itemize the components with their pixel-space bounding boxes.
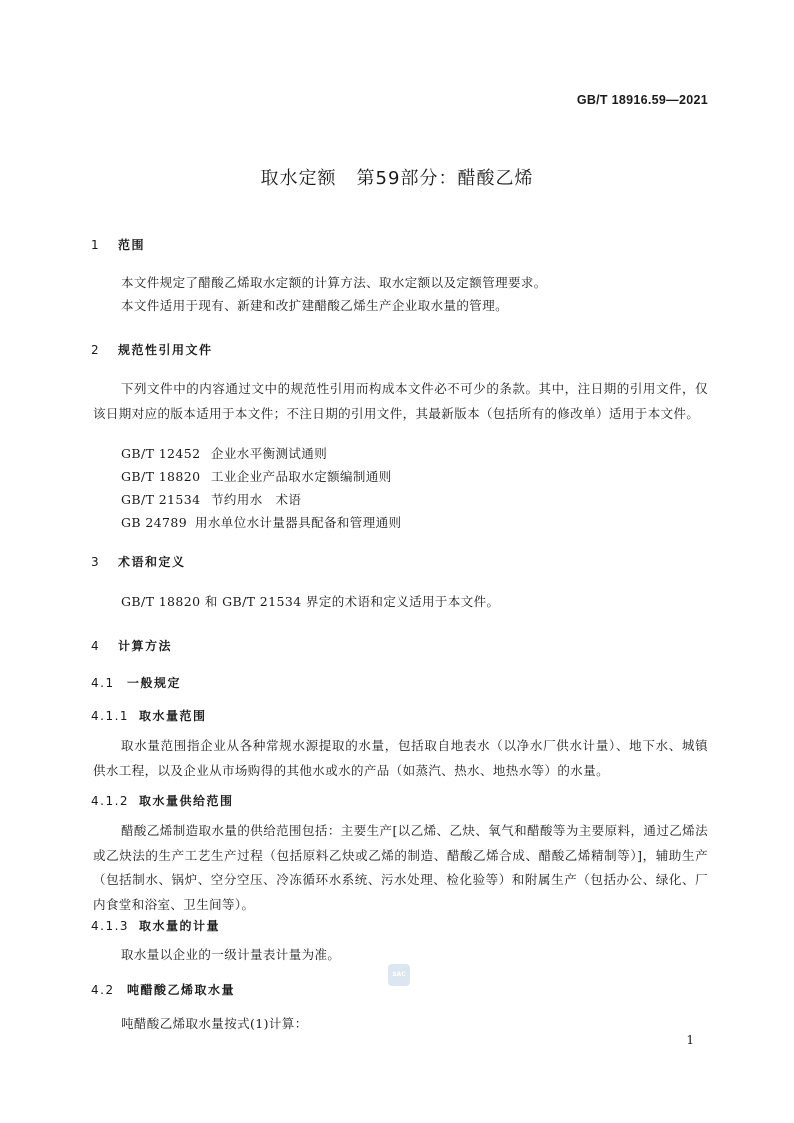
paragraph: GB/T 18820 和 GB/T 21534 界定的术语和定义适用于本文件。: [121, 594, 500, 609]
section-heading-2: 2 规范性引用文件: [91, 343, 213, 357]
section-heading-3: 3 术语和定义: [91, 555, 186, 569]
paragraph: 醋酸乙烯制造取水量的供给范围包括：主要生产[以乙烯、乙炔、氧气和醋酸等为主要原料，通过乙烯法或乙炔法的生产工艺生产过程（包括原料乙炔或乙烯的制造、醋酸乙烯合成、醋酸乙烯精制等）]，辅助生产（包括制水、锅炉、空分空压、冷冻循环水系统、污水处理、检化验等）和附属生产（包括办公、绿化、厂内食堂和浴室、卫生间等）。: [93, 823, 708, 912]
paragraph: 取水量范围指企业从各种常规水源提取的水量，包括取自地表水（以净水厂供水计量）、地下水、城镇供水工程，以及企业从市场购得的其他水或水的产品（如蒸汽、热水、地热水等）的水量。: [93, 738, 708, 778]
page-number: 1: [686, 1033, 694, 1047]
section-heading-4: 4 计算方法: [91, 639, 173, 653]
document-title: [0, 164, 794, 190]
paragraph: 下列文件中的内容通过文中的规范性引用而构成本文件必不可少的条款。其中，注日期的引用文件，仅该日期对应的版本适用于本文件；不注日期的引用文件，其最新版本（包括所有的修改单）适用于本文件。: [93, 381, 708, 421]
sac-watermark-logo: SAC: [388, 964, 410, 986]
section-heading-4-1: 4.1 一般规定: [91, 676, 182, 690]
paragraph: 本文件适用于现有、新建和改扩建醋酸乙烯生产企业取水量的管理。: [121, 298, 509, 313]
title-part-b: 第59部分：醋酸乙烯: [356, 168, 534, 189]
section-heading-4-2: 4.2 吨醋酸乙烯取水量: [91, 983, 236, 997]
reference-item: GB/T 21534 节约用水 术语: [121, 492, 302, 507]
reference-item: GB/T 18820 工业企业产品取水定额编制通则: [121, 469, 392, 484]
section-heading-4-1-2: 4.1.2 取水量供给范围: [91, 794, 234, 808]
section-heading-4-1-1: 4.1.1 取水量范围: [91, 709, 207, 723]
standard-number: GB/T 18916.59—2021: [576, 93, 708, 107]
reference-item: GB/T 12452 企业水平衡测试通则: [121, 446, 328, 461]
paragraph: 吨醋酸乙烯取水量按式(1)计算：: [121, 1016, 308, 1031]
title-part-a: 取水定额: [260, 168, 337, 189]
section-heading-4-1-3: 4.1.3 取水量的计量: [91, 919, 221, 933]
reference-item: GB 24789 用水单位水计量器具配备和管理通则: [121, 515, 402, 530]
paragraph: 本文件规定了醋酸乙烯取水定额的计算方法、取水定额以及定额管理要求。: [121, 275, 547, 290]
section-heading-1: 1 范围: [91, 238, 146, 252]
paragraph: 取水量以企业的一级计量表计量为准。: [121, 947, 341, 962]
